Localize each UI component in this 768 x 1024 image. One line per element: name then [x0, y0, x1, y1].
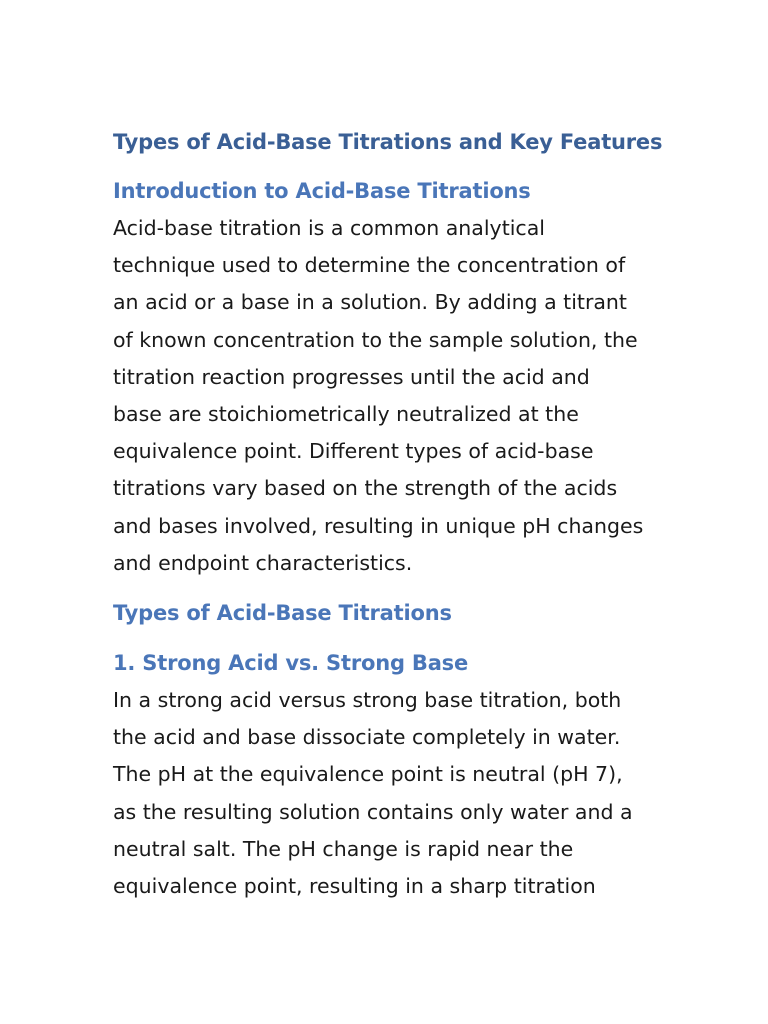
paragraph-line: an acid or a base in a solution. By adding a titrant: [113, 290, 627, 315]
paragraph-line: titrations vary based on the strength of the acids: [113, 476, 618, 501]
section-heading-introduction: Introduction to Acid-Base Titrations: [113, 179, 531, 203]
paragraph-line: Acid-base titration is a common analytical: [113, 216, 545, 240]
paragraph-line: and endpoint characteristics.: [113, 550, 413, 575]
paragraph-line: neutral salt. The pH change is rapid near the: [113, 836, 574, 861]
paragraph-line: equivalence point. Different types of acid-base: [113, 439, 594, 464]
paragraph-line: and bases involved, resulting in unique pH changes: [113, 513, 644, 538]
paragraph-line: In a strong acid versus strong base titration, both: [113, 688, 622, 713]
document-content: [113, 122, 673, 905]
paragraph-line: the acid and base dissociate completely in water.: [113, 725, 621, 750]
paragraph-line: equivalence point, resulting in a sharp titration: [113, 874, 596, 899]
paragraph-line: of known concentration to the sample solution, the: [113, 327, 638, 352]
paragraph-line: base are stoichiometrically neutralized at the: [113, 402, 579, 427]
paragraph-line: The pH at the equivalence point is neutral (pH 7),: [113, 762, 623, 787]
introduction-paragraph: [113, 210, 673, 582]
document-title: Types of Acid-Base Titrations and Key Features: [113, 130, 663, 154]
section-heading-strong-acid-strong-base: 1. Strong Acid vs. Strong Base: [113, 651, 469, 676]
strong-acid-strong-base-paragraph: [113, 682, 673, 905]
paragraph-line: titration reaction progresses until the acid and: [113, 364, 590, 389]
paragraph-line: as the resulting solution contains only water and a: [113, 799, 633, 824]
paragraph-line: technique used to determine the concentration of: [113, 253, 626, 278]
section-heading-types: Types of Acid-Base Titrations: [113, 601, 452, 626]
